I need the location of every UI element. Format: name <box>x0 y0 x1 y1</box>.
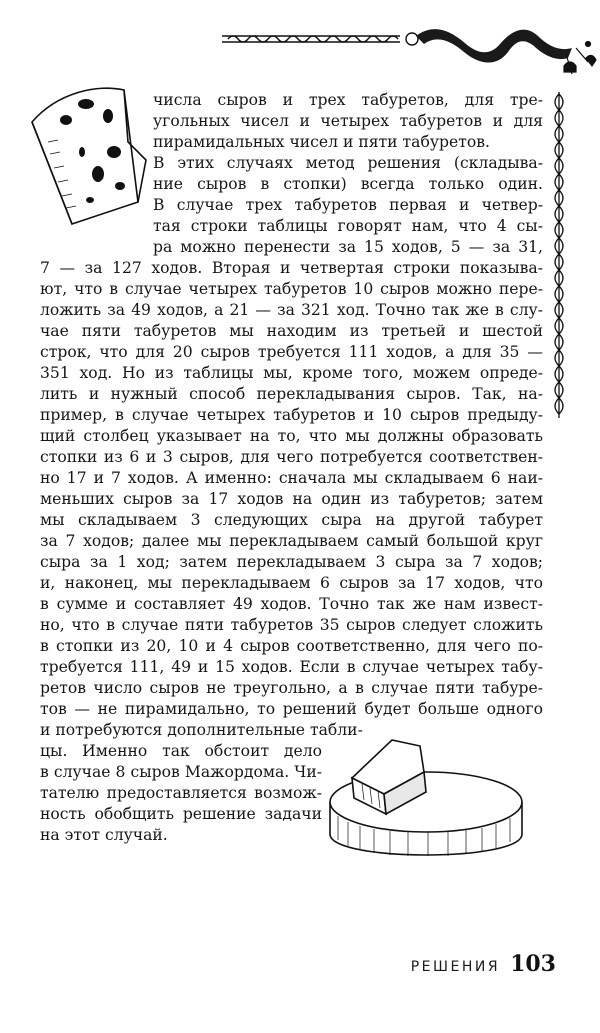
text-line: в стопки из 20, 10 и 4 сыров соответственно, для чего по- <box>40 637 543 655</box>
running-head: РЕШЕНИЯ <box>410 959 501 975</box>
text-line: пример, в случае четырех табуретов и 10 сыров предыду- <box>40 406 543 424</box>
text-line: пирамидальных чисел и пяти табуретов. <box>153 133 490 151</box>
text-line: за 7 ходов; далее мы перекладываем самый большой круг <box>40 532 543 550</box>
text-line: меньших сыров за 17 ходов на один из табуретов; затем <box>40 490 543 508</box>
text-line: цы. Именно так обстоит дело <box>40 742 322 760</box>
text-line: ют, что в случае четырех табуретов 10 сыров можно пере- <box>40 280 543 298</box>
page-footer <box>411 951 556 977</box>
text-line: сыра за 1 ход; затем перекладываем 3 сыра за 7 ходов; <box>40 553 543 571</box>
text-line: чае пяти табуретов мы находим из третьей и шестой <box>40 322 543 340</box>
text-line: и потребуются дополнительные табли- <box>40 721 363 739</box>
text-line: мы складываем 3 следующих сыра на другой табурет <box>40 511 543 529</box>
text-line: 7 — за 127 ходов. Вторая и четвертая строки показыва- <box>40 259 543 277</box>
text-line: тая строки таблицы говорят нам, что 4 сы- <box>153 217 543 235</box>
text-line: щий столбец указывает на то, что мы должны образовать <box>40 427 543 445</box>
text-line: но 17 и 7 ходов. А именно: сначала мы складываем 6 наи- <box>40 469 543 487</box>
text-line: В случае трех табуретов первая и четвер- <box>153 196 543 214</box>
text-line: ретов число сыров не треугольно, а в случае пяти табуре- <box>40 679 543 697</box>
text-line: угольных чисел и четырех табуретов и для <box>153 112 543 130</box>
page-number: 103 <box>510 951 556 977</box>
text-line: 351 ход. Но из таблицы мы, кроме того, можем опреде- <box>40 364 543 382</box>
text-line: но, что в случае пяти табуретов 35 сыров следует сложить <box>40 616 543 634</box>
text-line: стопки из 6 и 3 сыров, для чего потребуется соответствен- <box>40 448 543 466</box>
text-line: тателю предоставляется возмож- <box>40 784 322 802</box>
text-line: и, наконец, мы перекладываем 6 сыров за 17 ходов, что <box>40 574 543 592</box>
text-line: ние сыров в стопки) всегда только один. <box>153 175 543 193</box>
text-line: В этих случаях метод решения (складыва- <box>153 154 543 172</box>
text-line: строк, что для 20 сыров требуется 111 ходов, а для 35 — <box>40 343 543 361</box>
text-line: ность обобщить решение задачи <box>40 805 322 823</box>
text-line: лить и нужный способ перекладывания сыров. Так, на- <box>40 385 543 403</box>
text-line: ложить за 49 ходов, а 21 — за 321 ход. Точно так же в слу- <box>40 301 543 319</box>
text-line: в случае 8 сыров Мажордома. Чи- <box>40 763 322 781</box>
text-line: на этот случай. <box>40 826 168 844</box>
text-line: требуется 111, 49 и 15 ходов. Если в случае четырех табу- <box>40 658 543 676</box>
text-line: числа сыров и трех табуретов, для тре- <box>153 91 543 109</box>
text-line: ра можно перенести за 15 ходов, 5 — за 31, <box>153 238 543 256</box>
text-line: тов — не пирамидально, то решений будет больше одного <box>40 700 543 718</box>
text-line: в сумме и составляет 49 ходов. Точно так же нам извест- <box>40 595 543 613</box>
